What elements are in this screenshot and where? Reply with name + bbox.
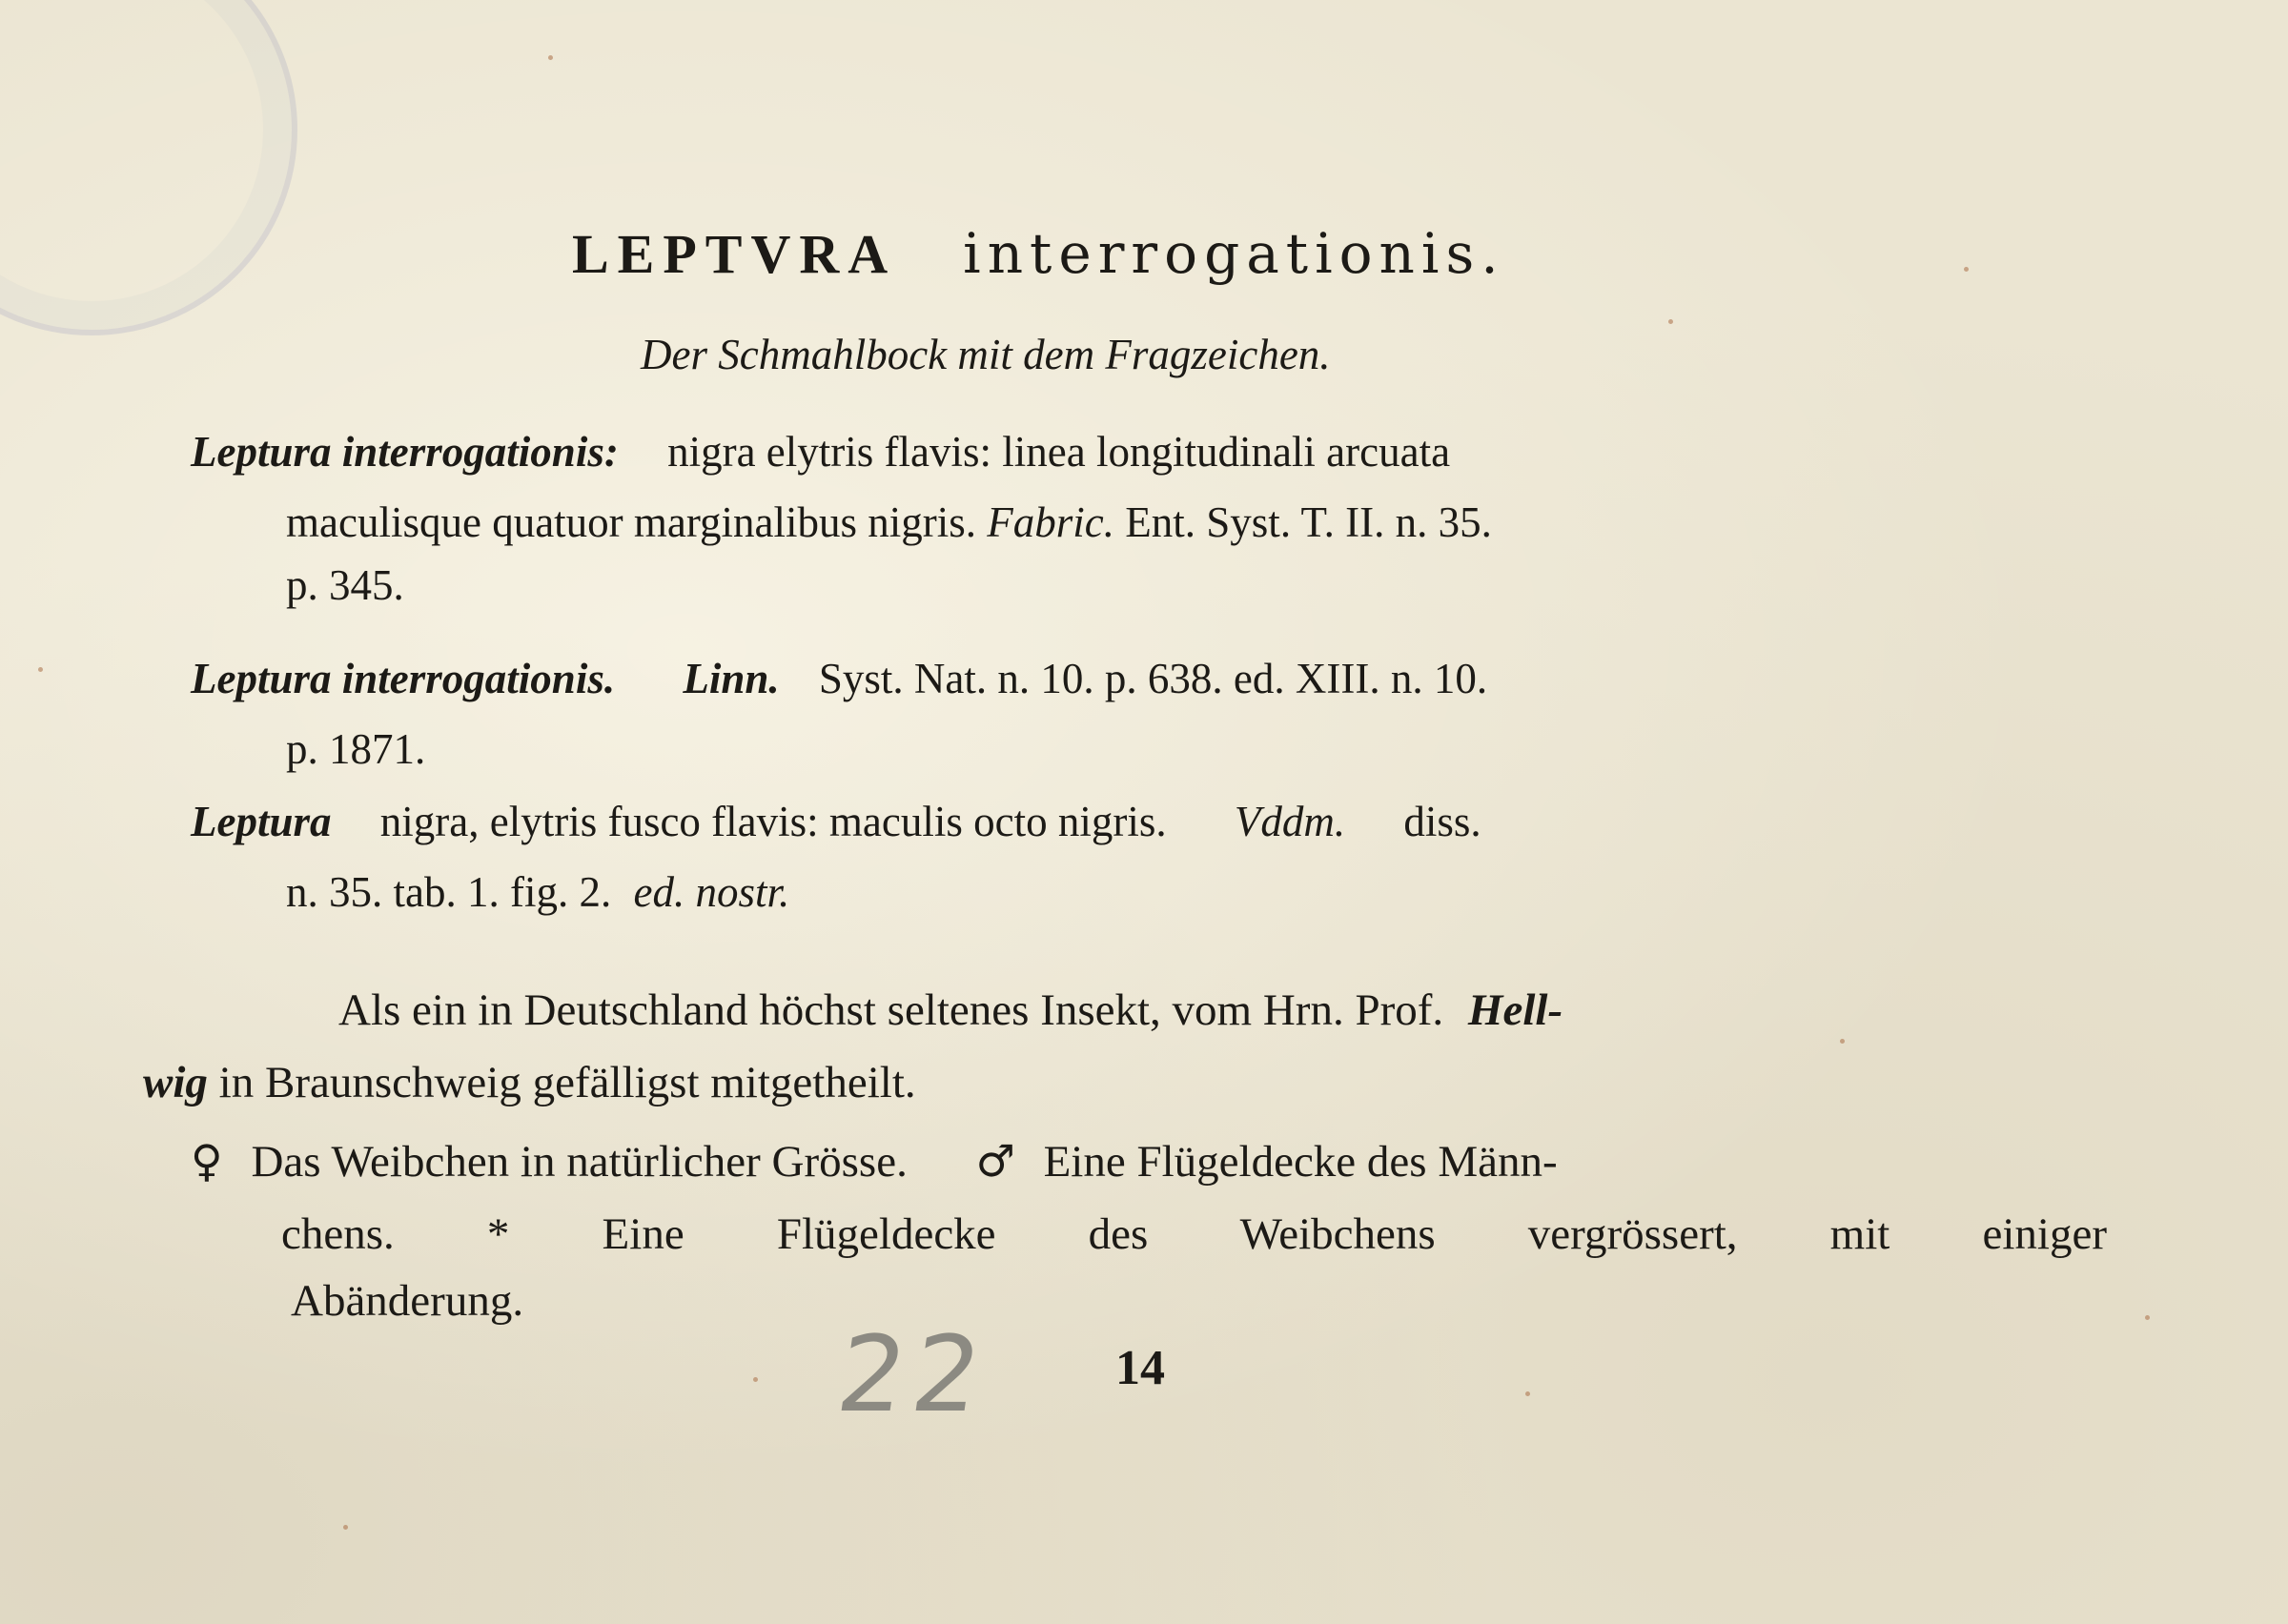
taxon-name: Leptura interrogationis:: [191, 428, 619, 476]
legend-line: [191, 1125, 2107, 1198]
species-name: interrogationis.: [963, 221, 1505, 286]
genus-name: LEPTVRA: [572, 223, 897, 285]
diagnosis-text: maculisque quatuor marginalibus nigris.: [286, 498, 977, 546]
diagnosis-text: nigra, elytris fusco flavis: maculis octo nigris.: [379, 798, 1167, 845]
description-text: Als ein in Deutschland höchst seltenes Insekt, vom Hrn. Prof.: [338, 985, 1444, 1035]
male-symbol-icon: ♂: [975, 1135, 1015, 1187]
paper-speck: [753, 1377, 758, 1382]
library-stamp: [0, 0, 297, 335]
reference-text: n. 35. tab. 1. fig. 2.: [286, 868, 612, 916]
paper-speck: [548, 55, 553, 60]
author-abbrev: Fabric.: [987, 498, 1115, 546]
description-text: in Braunschweig gefälligst mitgetheilt.: [218, 1058, 916, 1107]
page-number: 14: [1115, 1341, 1165, 1395]
legend-text: Das Weibchen in natürlicher Grösse.: [251, 1137, 908, 1187]
edition-note: ed. nostr.: [633, 868, 790, 916]
paper-speck: [343, 1525, 348, 1530]
legend-text: Eine Flügeldecke des Männ-: [1043, 1137, 1558, 1187]
paper-speck: [1668, 319, 1673, 324]
taxon-name: Leptura interrogationis.: [191, 655, 616, 702]
reference-text: diss.: [1403, 798, 1481, 845]
author-abbrev: Vddm.: [1234, 798, 1346, 845]
reference-text: Ent. Syst. T. II. n. 35.: [1125, 498, 1492, 546]
synonym-entry-uddmann: [191, 780, 2107, 934]
common-name: Der Schmahlbock mit dem Fragzeichen.: [641, 331, 1331, 378]
author-abbrev: Linn.: [683, 655, 780, 702]
description-paragraph: [143, 974, 2107, 1119]
handwritten-number: 22: [830, 1313, 996, 1435]
person-name: Hell-: [1467, 985, 1563, 1035]
page-reference: p. 345.: [286, 561, 404, 609]
legend-line: chens. * Eine Flügeldecke des Weibchens vergrössert, mit einiger: [281, 1209, 2107, 1259]
person-name: wig: [143, 1058, 208, 1107]
synonym-entry-fabricius: [191, 410, 2107, 627]
paper-speck: [2145, 1315, 2150, 1320]
paper-speck: [38, 667, 43, 672]
diagnosis-text: nigra elytris flavis: linea longitudinali arcuata: [667, 428, 1451, 476]
paper-speck: [1525, 1391, 1530, 1396]
description-line: [143, 974, 2107, 1046]
description-line: [143, 1046, 2107, 1119]
reference-text: Syst. Nat. n. 10. p. 638. ed. XIII. n. 10.: [818, 655, 1488, 702]
synonym-entry-linnaeus: [191, 637, 2107, 791]
page-reference: p. 1871.: [286, 725, 426, 773]
species-title: [572, 221, 1716, 286]
taxon-name: Leptura: [191, 798, 332, 845]
paper-speck: [1964, 267, 1969, 272]
figure-legend: [191, 1125, 2107, 1337]
female-symbol-icon: ♀: [191, 1135, 223, 1187]
legend-line: Abänderung.: [291, 1276, 524, 1326]
